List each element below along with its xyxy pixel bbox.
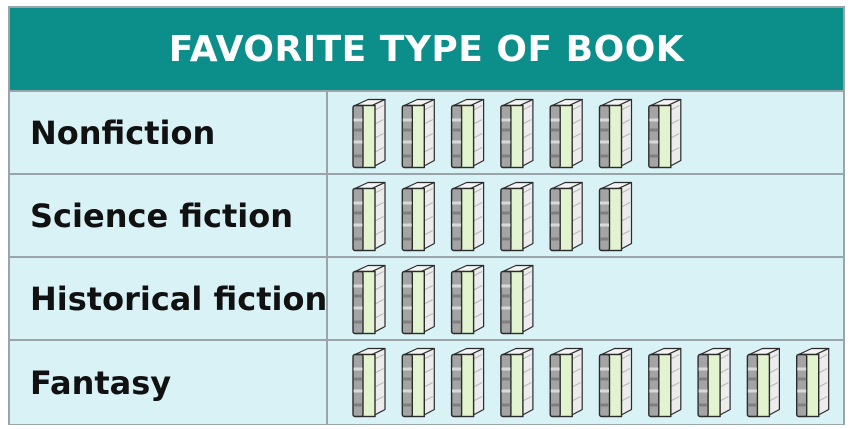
category-cell — [10, 341, 328, 424]
book-icon — [452, 183, 484, 251]
book-icon — [649, 349, 681, 417]
icons-cell — [330, 258, 843, 339]
book-icon — [402, 183, 434, 251]
book-icon — [797, 349, 829, 417]
icons-cell — [330, 92, 843, 173]
pictograph-row — [10, 92, 843, 175]
book-icons-svg — [330, 92, 843, 175]
book-icon — [649, 100, 681, 168]
book-icon — [353, 266, 385, 334]
book-icon — [698, 349, 730, 417]
title-bar — [10, 8, 843, 92]
category-cell — [10, 175, 328, 256]
book-icons-svg — [330, 175, 843, 258]
book-icon — [550, 349, 582, 417]
pictograph-row — [10, 341, 843, 424]
book-icon — [550, 100, 582, 168]
book-icon — [501, 266, 533, 334]
category-label: Science fiction — [30, 196, 293, 235]
book-icon — [452, 100, 484, 168]
book-icon — [353, 183, 385, 251]
category-cell — [10, 92, 328, 173]
book-icon — [600, 183, 632, 251]
book-icon — [501, 183, 533, 251]
pictograph-table — [8, 6, 845, 425]
chart-title: FAVORITE TYPE OF BOOK — [168, 28, 685, 70]
book-icon — [402, 266, 434, 334]
book-icon — [452, 349, 484, 417]
book-icon — [600, 100, 632, 168]
category-cell — [10, 258, 328, 339]
book-icons-svg — [330, 258, 843, 341]
icons-cell — [330, 341, 843, 424]
icons-cell — [330, 175, 843, 256]
pictograph-row — [10, 175, 843, 258]
book-icon — [747, 349, 779, 417]
category-label: Historical fiction — [30, 279, 328, 318]
book-icon — [402, 349, 434, 417]
book-icon — [353, 100, 385, 168]
book-icon — [452, 266, 484, 334]
book-icon — [501, 349, 533, 417]
category-label: Nonfiction — [30, 113, 216, 152]
book-icon — [550, 183, 582, 251]
book-icons-svg — [330, 341, 843, 424]
book-icon — [353, 349, 385, 417]
pictograph-row — [10, 258, 843, 341]
category-label: Fantasy — [30, 363, 172, 402]
book-icon — [402, 100, 434, 168]
book-icon — [501, 100, 533, 168]
book-icon — [600, 349, 632, 417]
